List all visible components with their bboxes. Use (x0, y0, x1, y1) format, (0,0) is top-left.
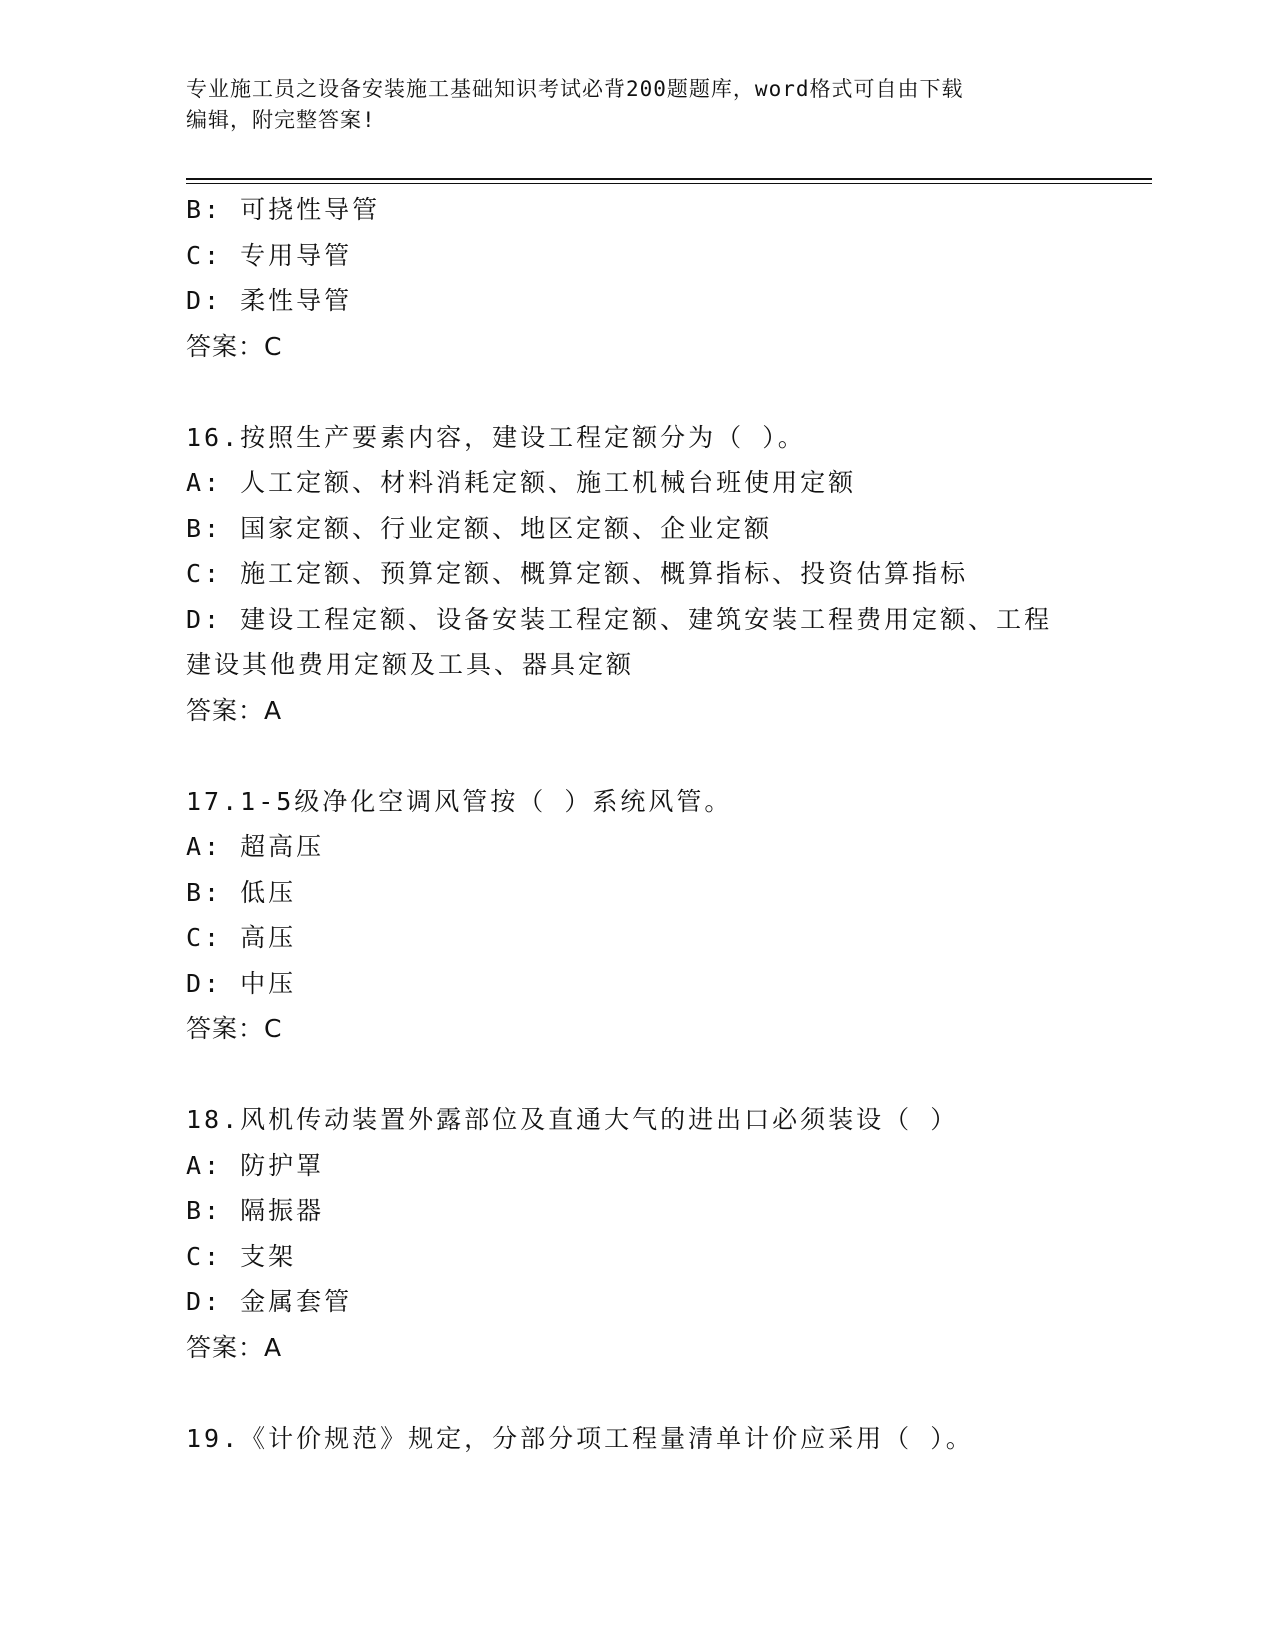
question-stem: 16.按照生产要素内容，建设工程定额分为（ ）。 (186, 422, 806, 452)
question-stem: 17.1-5级净化空调风管按（ ）系统风管。 (186, 786, 733, 816)
option-c: C: 高压 (186, 923, 297, 952)
option-b: B: 可挠性导管 (186, 195, 381, 224)
option-d-line-1: D: 建设工程定额、设备安装工程定额、建筑安装工程费用定额、工程 (186, 604, 1053, 634)
option-d: D: 中压 (186, 968, 297, 998)
spacer (186, 1052, 1076, 1098)
spacer (186, 1370, 1076, 1416)
option-d-line-2: 建设其他费用定额及工具、器具定额 (186, 650, 635, 679)
spacer (186, 733, 1076, 779)
option-a: A: 防护罩 (186, 1150, 325, 1180)
question-17 (186, 779, 1076, 1052)
question-19 (186, 1416, 1076, 1462)
option-c: C: 专用导管 (186, 240, 353, 270)
option-b: B: 国家定额、行业定额、地区定额、企业定额 (186, 513, 773, 543)
document-header (186, 74, 1066, 136)
question-16 (186, 415, 1076, 734)
answer: 答案：C (186, 331, 283, 361)
option-b: B: 隔振器 (186, 1196, 325, 1225)
answer: 答案：A (186, 1332, 283, 1362)
option-a: A: 超高压 (186, 832, 325, 861)
header-line-1: 专业施工员之设备安装施工基础知识考试必背200题题库，word格式可自由下载 (186, 77, 964, 101)
question-18 (186, 1097, 1076, 1370)
spacer (186, 369, 1076, 415)
header-divider-thin (186, 183, 1152, 184)
option-d: D: 金属套管 (186, 1287, 353, 1316)
answer: 答案：A (186, 695, 283, 725)
question-list (186, 187, 1076, 1461)
option-a: A: 人工定额、材料消耗定额、施工机械台班使用定额 (186, 468, 857, 497)
question-stem: 18.风机传动装置外露部位及直通大气的进出口必须装设（ ） (186, 1105, 959, 1134)
option-c: C: 施工定额、预算定额、概算定额、概算指标、投资估算指标 (186, 559, 969, 588)
option-b: B: 低压 (186, 877, 297, 907)
header-divider-thick (186, 178, 1152, 180)
question-15-continued (186, 187, 1076, 369)
header-line-2: 编辑，附完整答案! (186, 108, 376, 132)
question-stem: 19.《计价规范》规定，分部分项工程量清单计价应采用（ ）。 (186, 1423, 974, 1453)
option-d: D: 柔性导管 (186, 286, 353, 315)
option-c: C: 支架 (186, 1241, 297, 1271)
answer: 答案：C (186, 1014, 283, 1043)
